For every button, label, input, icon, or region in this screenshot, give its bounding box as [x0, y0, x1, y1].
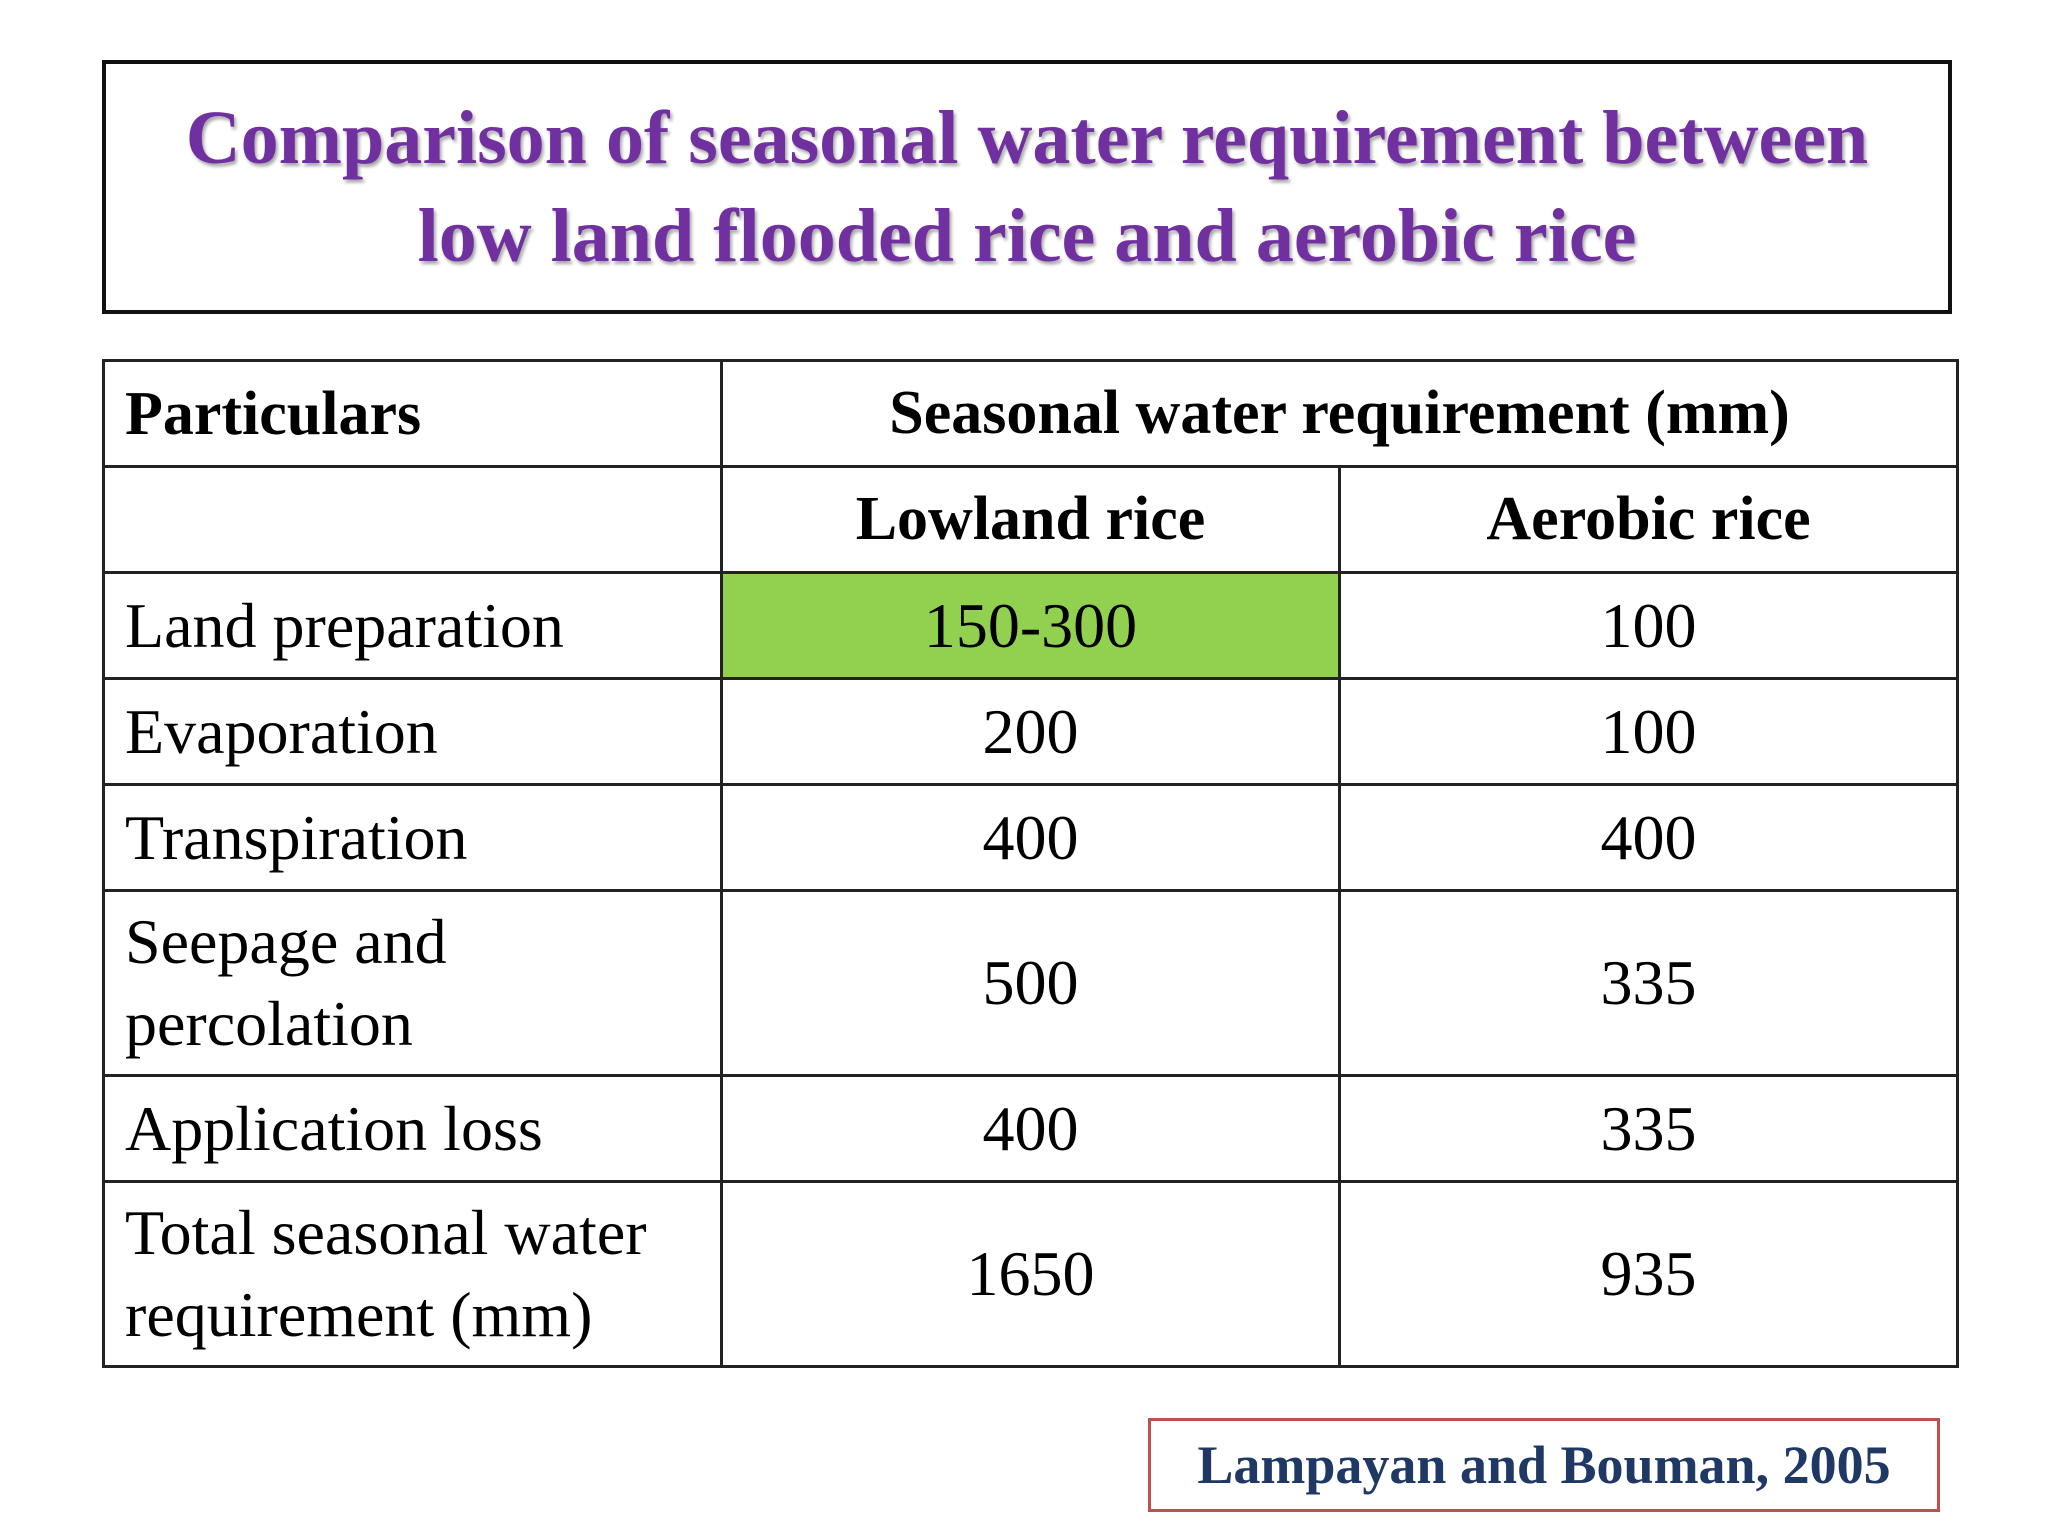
row-label-line: Land preparation	[125, 589, 564, 661]
header-seasonal-water-requirement: Seasonal water requirement (mm)	[722, 361, 1958, 467]
row-label	[104, 1076, 722, 1182]
header-particulars: Particulars	[104, 361, 722, 467]
table-row	[104, 1076, 1958, 1182]
row-label-line: Transpiration	[125, 801, 468, 873]
aerobic-value: 335	[1340, 891, 1958, 1076]
aerobic-value: 335	[1340, 1076, 1958, 1182]
subheader-lowland-rice: Lowland rice	[722, 467, 1340, 573]
row-label	[104, 573, 722, 679]
row-label	[104, 891, 722, 1076]
aerobic-value: 100	[1340, 679, 1958, 785]
row-label-line: Seepage and	[125, 906, 447, 977]
row-label-line: Evaporation	[125, 695, 438, 767]
row-label-line: percolation	[125, 988, 413, 1059]
table-header-row	[104, 361, 1958, 467]
lowland-value: 400	[722, 1076, 1340, 1182]
table-row	[104, 891, 1958, 1076]
subheader-empty	[104, 467, 722, 573]
water-requirement-table	[102, 359, 1959, 1368]
lowland-value: 500	[722, 891, 1340, 1076]
slide-title	[186, 89, 1868, 285]
citation-text: Lampayan and Bouman, 2005	[1197, 1435, 1891, 1495]
title-line-1: Comparison of seasonal water requirement between	[185, 96, 1869, 180]
aerobic-value: 100	[1340, 573, 1958, 679]
table-row	[104, 785, 1958, 891]
subheader-aerobic-rice: Aerobic rice	[1340, 467, 1958, 573]
row-label	[104, 679, 722, 785]
title-line-2: low land flooded rice and aerobic rice	[417, 194, 1637, 278]
table-subheader-row	[104, 467, 1958, 573]
row-label-line: Total seasonal water	[125, 1197, 647, 1268]
citation-box	[1148, 1418, 1940, 1512]
title-box	[102, 60, 1952, 314]
lowland-value: 1650	[722, 1182, 1340, 1367]
row-label	[104, 785, 722, 891]
lowland-value-highlighted: 150-300	[722, 573, 1340, 679]
lowland-value: 200	[722, 679, 1340, 785]
aerobic-value: 935	[1340, 1182, 1958, 1367]
row-label-line: Application loss	[125, 1092, 543, 1164]
row-label	[104, 1182, 722, 1367]
lowland-value: 400	[722, 785, 1340, 891]
table-row	[104, 573, 1958, 679]
table-row	[104, 1182, 1958, 1367]
row-label-line: requirement (mm)	[125, 1279, 593, 1350]
table-row	[104, 679, 1958, 785]
aerobic-value: 400	[1340, 785, 1958, 891]
